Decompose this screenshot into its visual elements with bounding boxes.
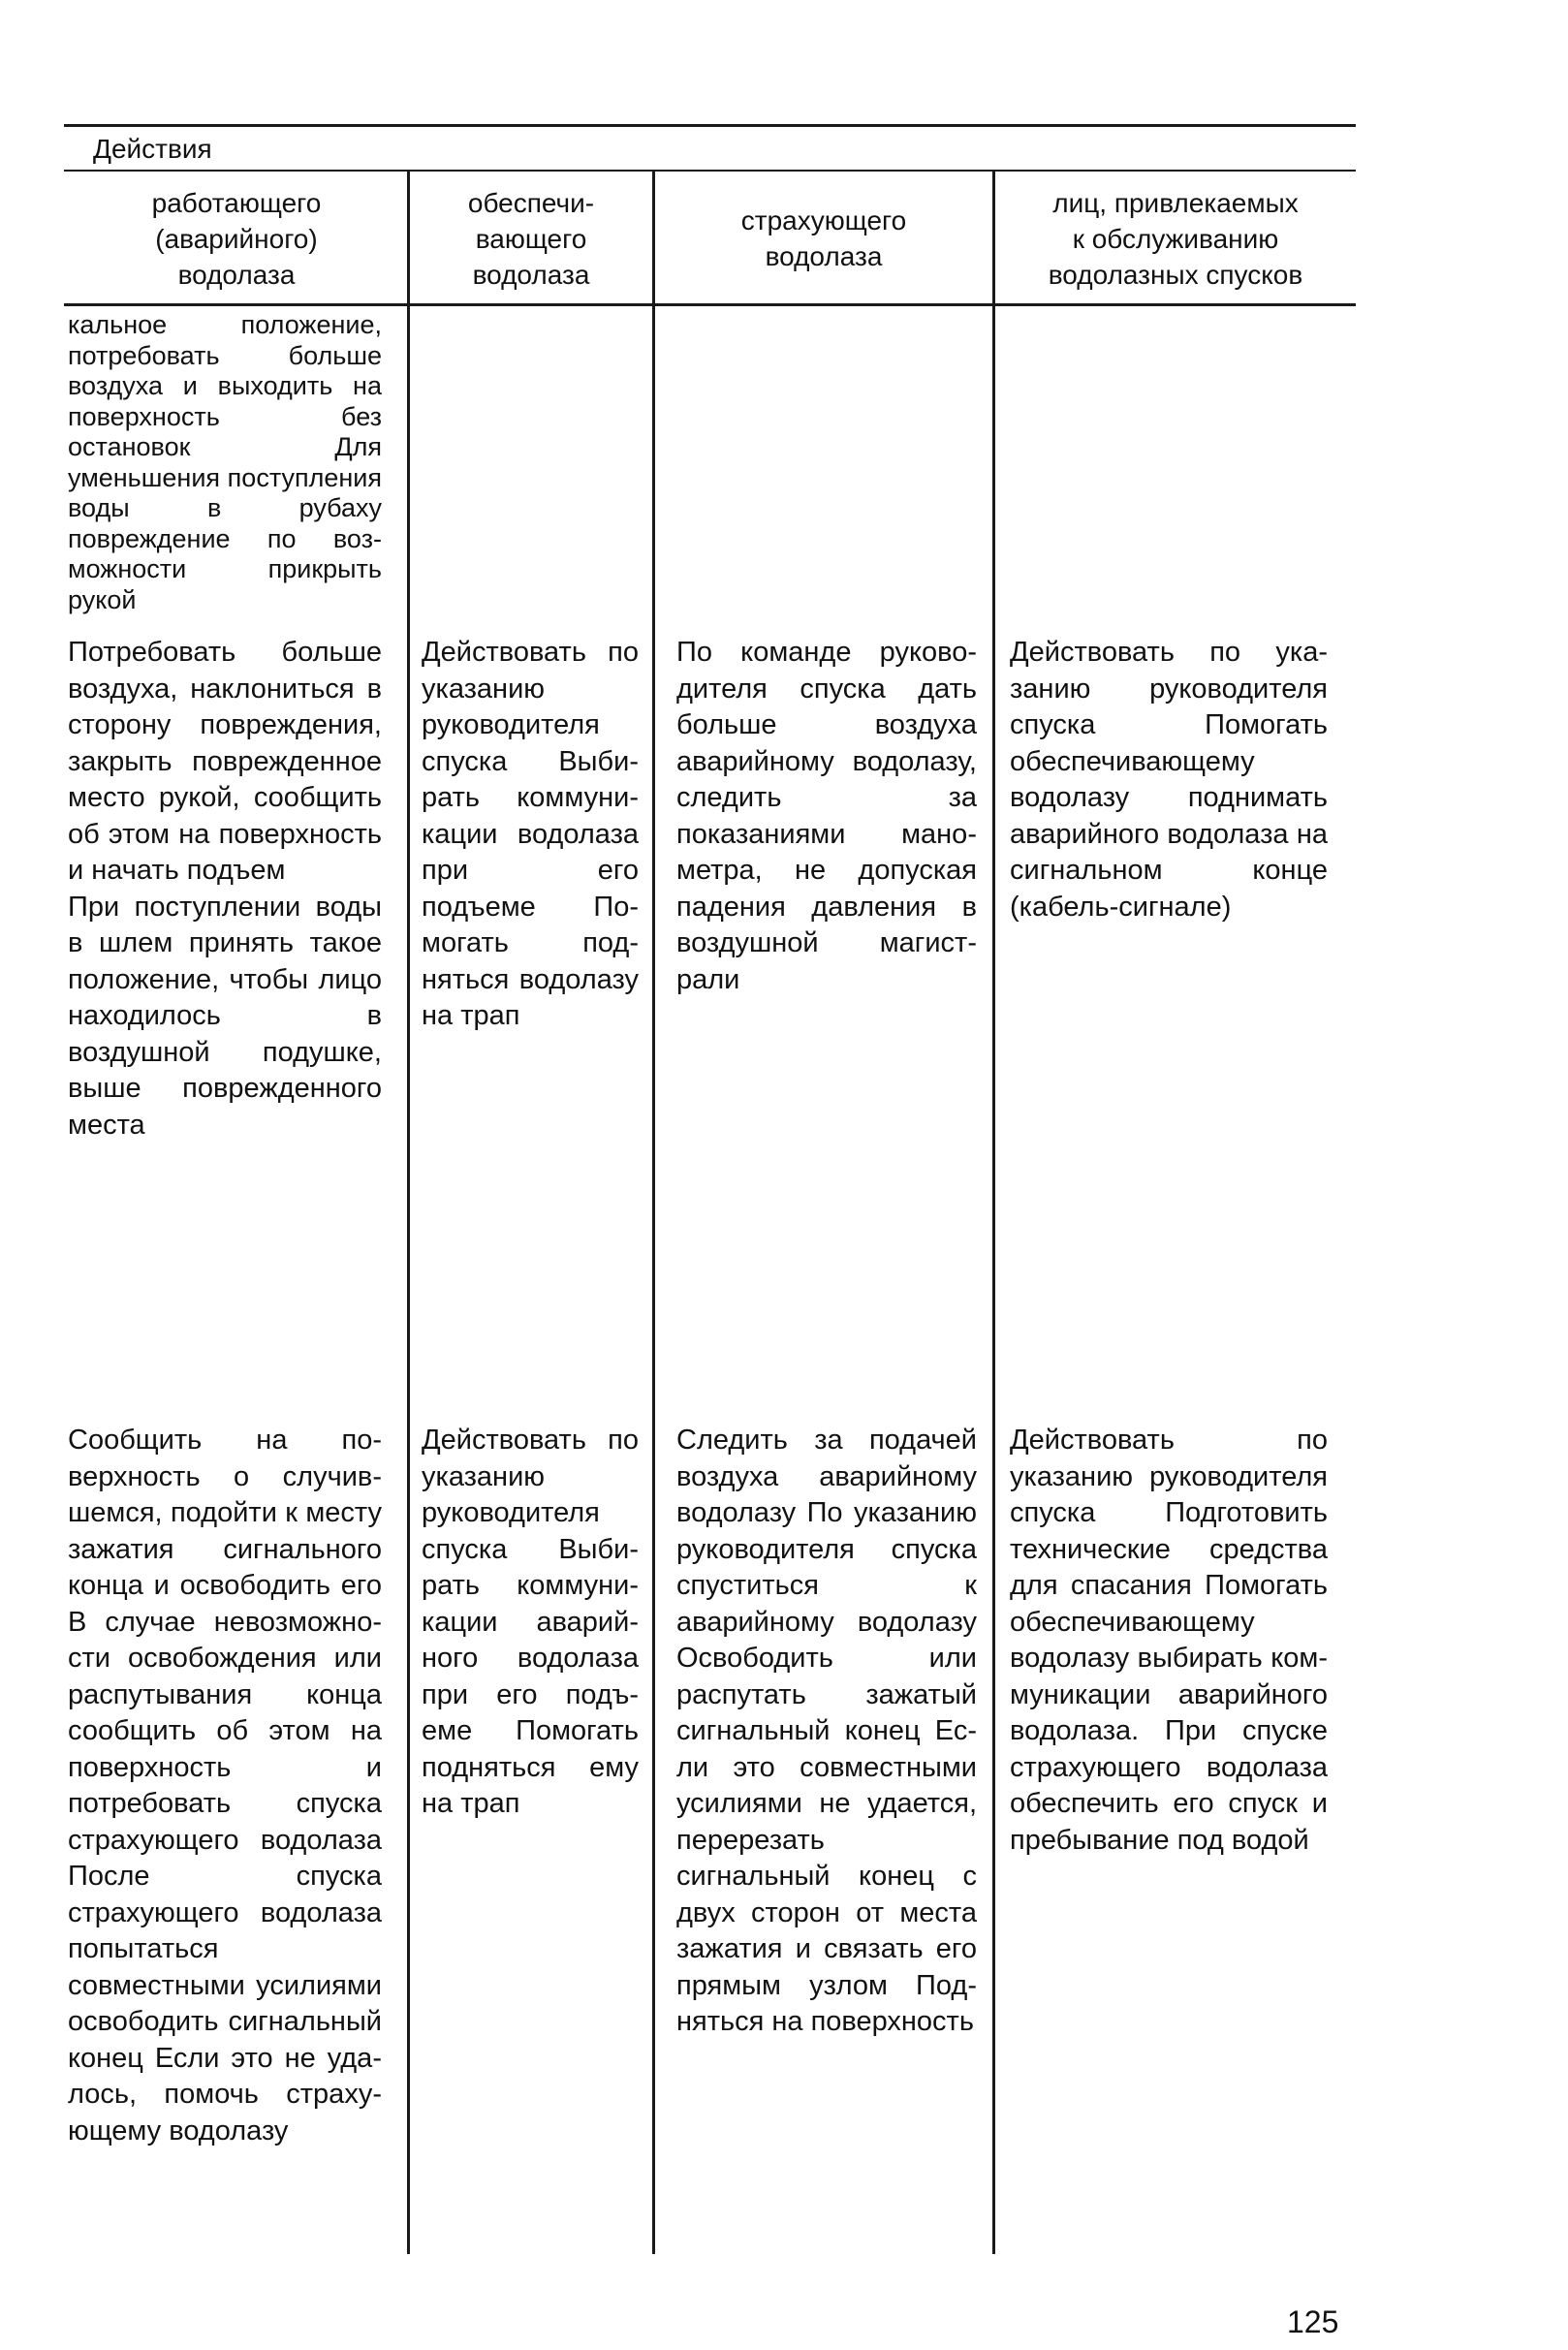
row2-support-diver bbox=[422, 635, 639, 1035]
header-service-persons bbox=[996, 174, 1355, 302]
header-line: лиц, привлекаемых bbox=[1052, 187, 1299, 218]
cell-text: Действовать по указанию руководителя спуска Помогать обеспечивающему водолазу поднимать аварийного водолаза на сигнальном конце (кабель-сигнале) bbox=[1010, 637, 1328, 923]
header-line: работающего bbox=[151, 187, 322, 218]
column-divider-3 bbox=[992, 171, 995, 2254]
row2-safety-diver bbox=[676, 635, 977, 998]
header-bottom-rule bbox=[64, 303, 1356, 306]
row2-service-persons bbox=[1010, 635, 1328, 925]
table-top-rule bbox=[64, 124, 1356, 127]
header-support-diver bbox=[412, 174, 650, 302]
row1-working-diver bbox=[68, 310, 382, 615]
cell-text: Действовать по указанию руководителя спуска Подготовить технические средства для спасания Помогать обеспечивающему водолазу выбирать коммуникации аварийного водолаза. При спуске страхующего водолаза обеспечить его спуск и пребывание под водой bbox=[1010, 1425, 1328, 1856]
header-line: к обслуживанию bbox=[1072, 223, 1279, 254]
row3-safety-diver bbox=[676, 1423, 977, 2041]
header-line: (аварийного) bbox=[155, 223, 318, 254]
row3-working-diver bbox=[68, 1423, 382, 2149]
header-line: водолаза bbox=[765, 241, 883, 271]
page-number: 125 bbox=[1287, 2304, 1339, 2339]
header-safety-diver bbox=[657, 174, 990, 302]
cell-text: Потребовать больше воздуха, наклониться в сторону повреждения, закрыть поврежденное место рукой, сообщить об этом на поверхность и начать подъем bbox=[68, 637, 382, 886]
header-line: водолаза bbox=[177, 259, 296, 290]
cell-text: При поступлении воды в шлем принять такое положение, чтобы лицо находилось в воздушной подушке, выше поврежденного места bbox=[68, 891, 382, 1141]
header-line: вающего bbox=[475, 223, 587, 254]
column-divider-1 bbox=[407, 171, 410, 2254]
header-working-diver bbox=[68, 174, 405, 302]
cell-text: кальное положение, потребовать больше воздуха и выходить на поверхность без остановок Для уменьшения поступления воды в рубаху повреждение по возможности прикрыть рукой bbox=[68, 310, 382, 614]
cell-text: Действовать по указанию руководителя спуска Выбирать коммуникации аварийного водолаза при его подъеме Помогать подняться ему на трап bbox=[422, 1425, 639, 1819]
header-line: водолаза bbox=[472, 259, 590, 290]
row2-working-diver bbox=[68, 635, 382, 1144]
cell-text: Сообщить на поверхность о случившемся, подойти к месту зажатия сигнального конца и освободить его В случае невозможности освобождения или распутывания конца сообщить об этом на поверхность и потребовать спуска страхующего водолаза После спуска страхующего водолаза попытаться совместными усилиями освободить сигнальный конец Если это не удалось, помочь страхующему водолазу bbox=[68, 1425, 382, 2146]
row3-service-persons bbox=[1010, 1423, 1328, 1859]
header-line: водолазных спусков bbox=[1048, 259, 1303, 290]
column-divider-2 bbox=[652, 171, 655, 2254]
cell-text: Действовать по указанию руководителя спуска Выбирать коммуникации водолаза при его подъеме Помогать подняться водолазу на трап bbox=[422, 637, 639, 1031]
header-sub-rule bbox=[64, 170, 1356, 172]
cell-text: По команде руководителя спуска дать больше воздуха аварийному водолазу, следить за показаниями манометра, не допуская падения давления в воздушной магистрали bbox=[676, 637, 977, 995]
cell-text: Следить за подачей воздуха аварийному водолазу По указанию руководителя спуска спуститься к аварийному водолазу Освободить или распутать зажатый сигнальный конец Если это совместными усилиями не удается, перерезать сигнальный конец с двух сторон от места зажатия и связать его прямым узлом Подняться на поверхность bbox=[676, 1425, 977, 2037]
header-line: обеспечи- bbox=[467, 187, 595, 218]
table-title: Действия bbox=[93, 134, 212, 164]
header-line: страхующего bbox=[740, 205, 907, 235]
row3-support-diver bbox=[422, 1423, 639, 1823]
